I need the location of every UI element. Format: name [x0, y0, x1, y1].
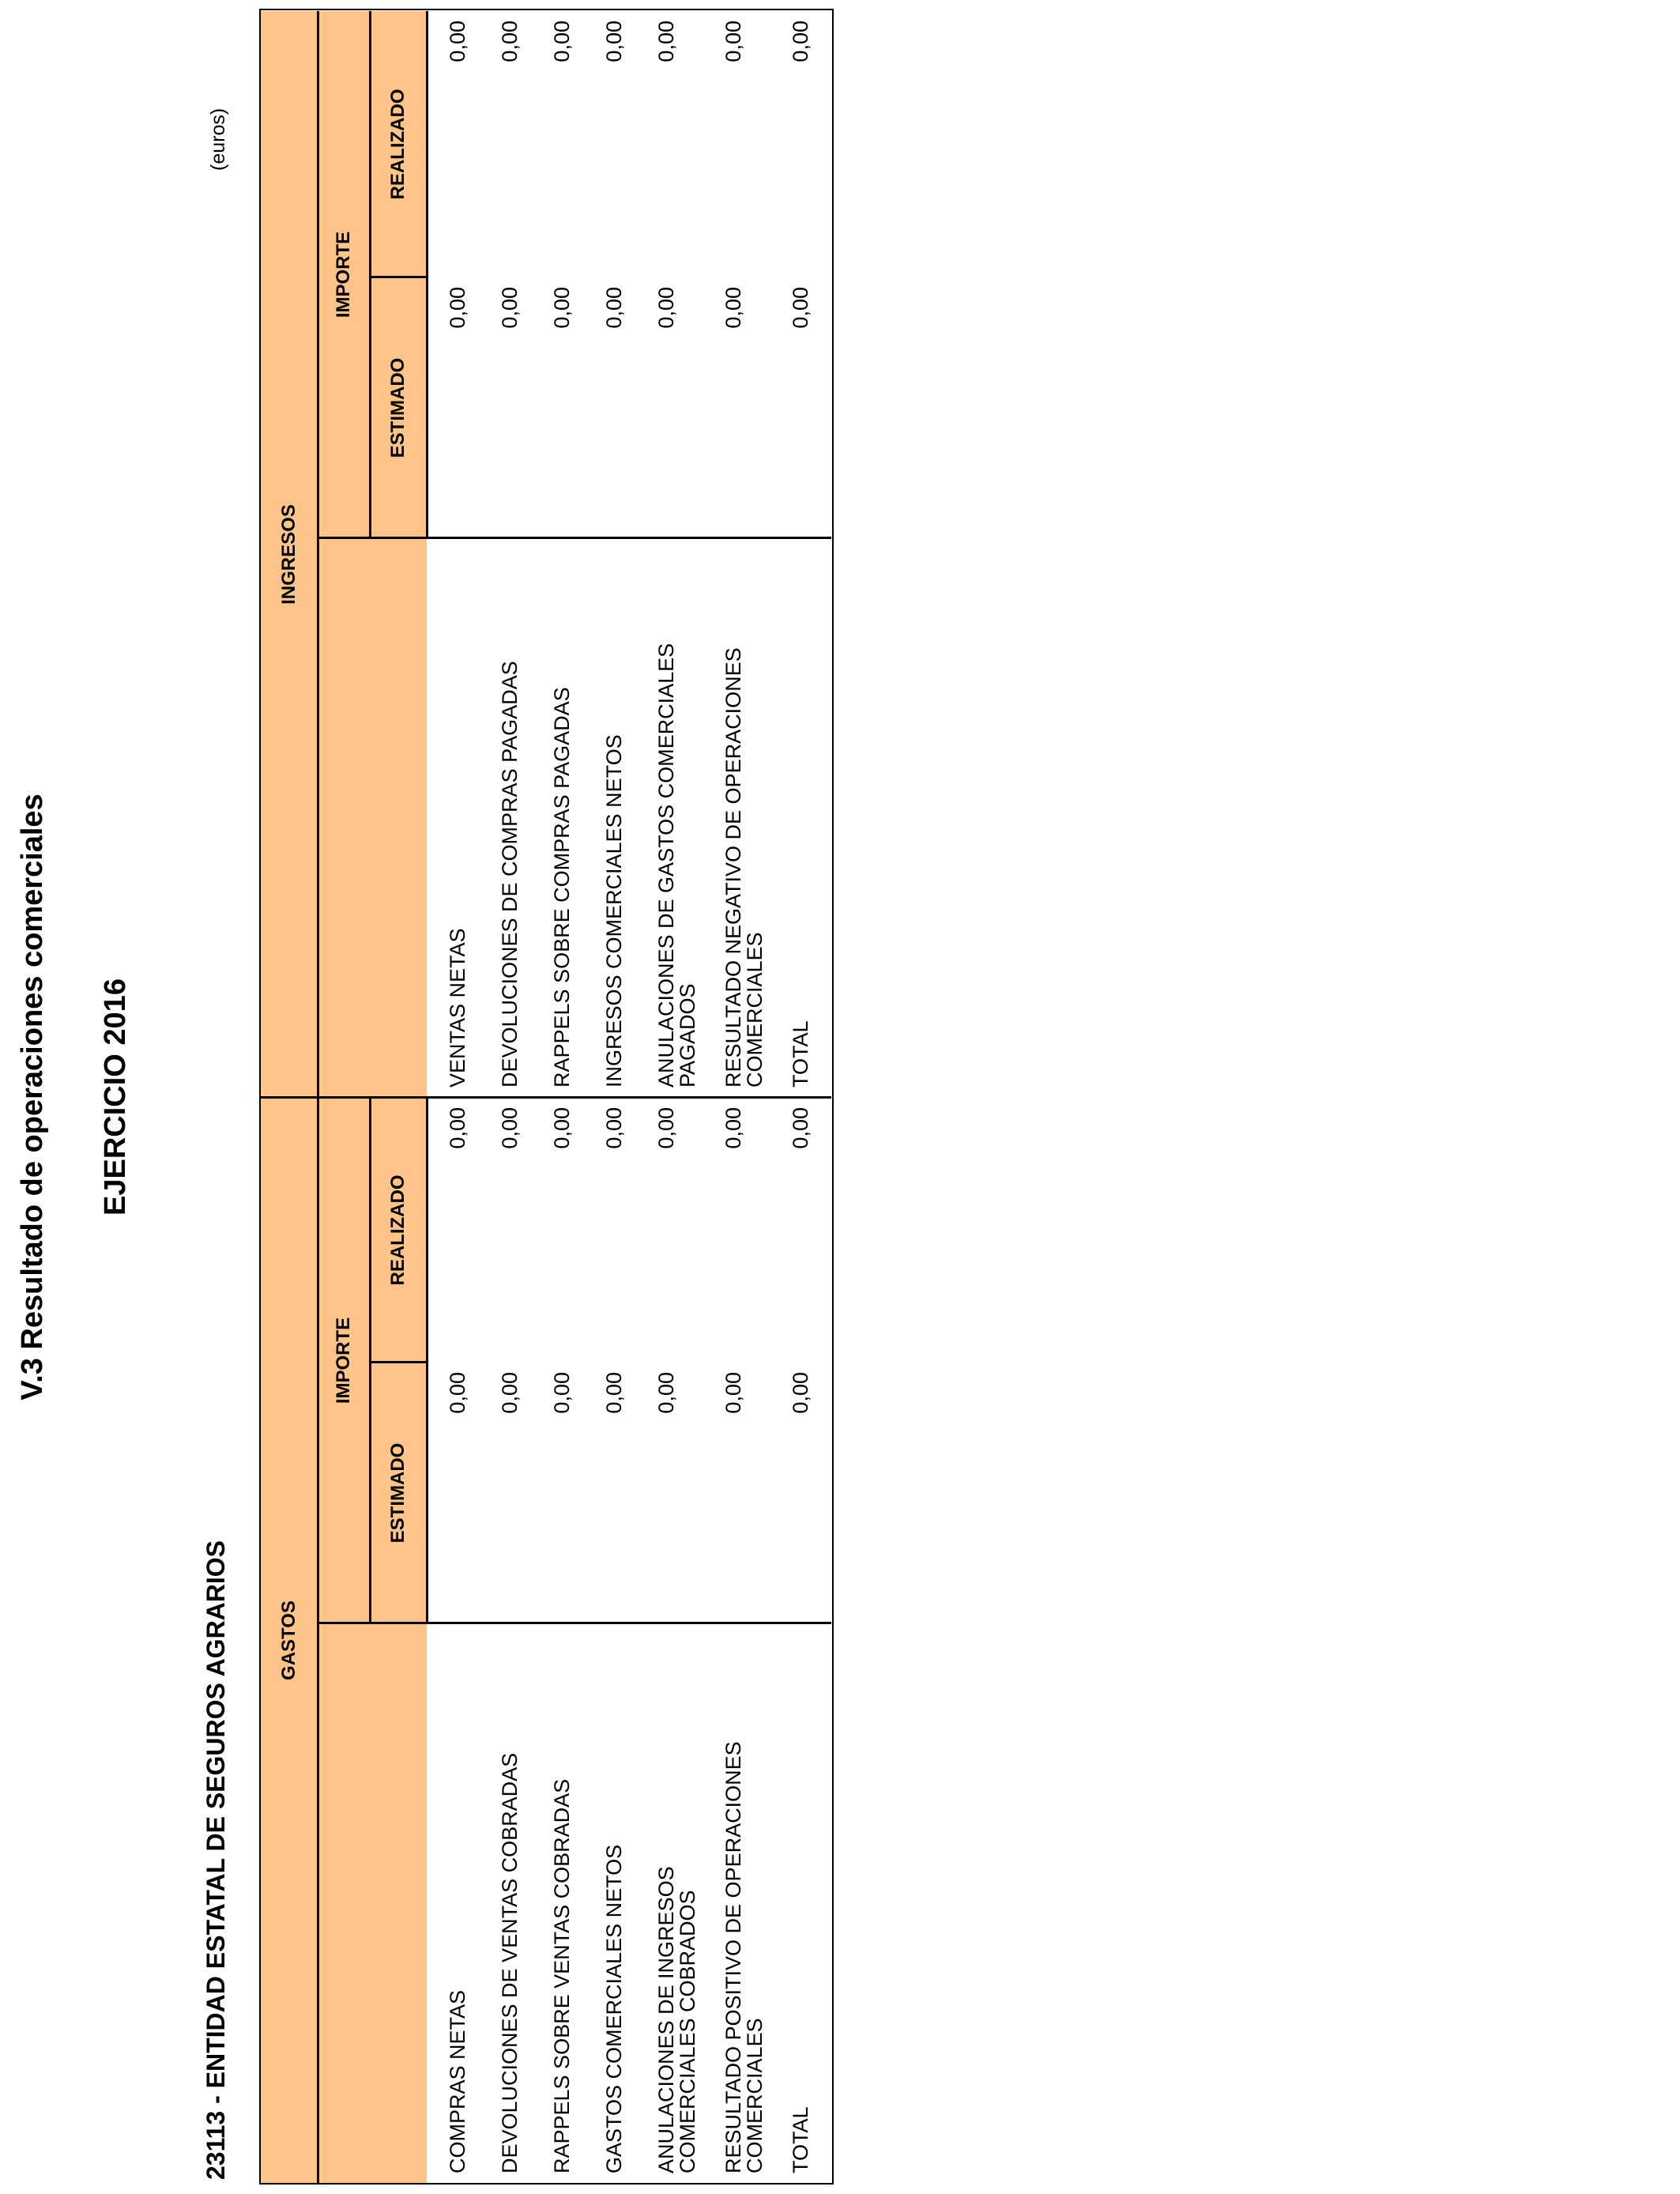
ingresos-header: INGRESOS: [261, 11, 318, 1098]
rule: [426, 11, 428, 538]
entity-name: 23113 - ENTIDAD ESTATAL DE SEGUROS AGRARIOS: [202, 1540, 230, 2180]
ingresos-concept-blank: [318, 538, 427, 1098]
operations-table: [259, 9, 834, 2185]
gastos-row-estimado: 0,00: [550, 1372, 574, 1414]
gastos-row-label: RESULTADO POSITIVO DE OPERACIONES COMERCIALES: [721, 1741, 767, 2173]
ingresos-row-label: ANULACIONES DE GASTOS COMERCIALES PAGADOS: [654, 643, 699, 1088]
gastos-concept-blank: [318, 1623, 427, 2183]
gastos-row-estimado: 0,00: [602, 1372, 626, 1414]
ingresos-estimado-header: ESTIMADO: [370, 277, 427, 538]
rule: [318, 537, 831, 540]
ingresos-total-label: TOTAL: [789, 1020, 812, 1088]
exercise-year: EJERCICIO 2016: [99, 978, 132, 1216]
ingresos-row-estimado: 0,00: [602, 287, 626, 329]
gastos-estimado-header: ESTIMADO: [370, 1363, 427, 1623]
gastos-row-estimado: 0,00: [721, 1372, 745, 1414]
gastos-row-realizado: 0,00: [550, 1107, 574, 1149]
gastos-row-estimado: 0,00: [654, 1372, 678, 1414]
rule: [261, 1097, 831, 1099]
gastos-row-estimado: 0,00: [446, 1372, 469, 1414]
rule: [426, 1098, 428, 1623]
ingresos-row-estimado: 0,00: [550, 287, 574, 329]
ingresos-row-realizado: 0,00: [446, 21, 469, 62]
rule: [318, 1623, 831, 1625]
ingresos-row-estimado: 0,00: [654, 287, 678, 329]
gastos-total-estimado: 0,00: [789, 1372, 812, 1414]
ingresos-importe-header: IMPORTE: [318, 11, 370, 538]
ingresos-row-realizado: 0,00: [602, 21, 626, 62]
ingresos-row-label: DEVOLUCIONES DE COMPRAS PAGADAS: [498, 661, 522, 1088]
gastos-row-label: COMPRAS NETAS: [446, 1989, 469, 2173]
currency-units: (euros): [207, 107, 229, 171]
rule: [369, 11, 371, 538]
ingresos-row-realizado: 0,00: [498, 21, 522, 62]
ingresos-row-label: INGRESOS COMERCIALES NETOS: [602, 734, 626, 1088]
gastos-total-realizado: 0,00: [789, 1107, 812, 1149]
gastos-row-realizado: 0,00: [446, 1107, 469, 1149]
ingresos-row-realizado: 0,00: [721, 21, 745, 62]
ingresos-realizado-header: REALIZADO: [370, 11, 427, 277]
ingresos-row-realizado: 0,00: [550, 21, 574, 62]
ingresos-row-estimado: 0,00: [498, 287, 522, 329]
ingresos-total-realizado: 0,00: [789, 21, 812, 62]
gastos-row-realizado: 0,00: [654, 1107, 678, 1149]
rule: [369, 1098, 371, 1623]
gastos-row-label: DEVOLUCIONES DE VENTAS COBRADAS: [498, 1752, 522, 2173]
gastos-row-realizado: 0,00: [721, 1107, 745, 1149]
rule: [370, 1362, 427, 1364]
gastos-row-realizado: 0,00: [498, 1107, 522, 1149]
gastos-row-label: GASTOS COMERCIALES NETOS: [602, 1844, 626, 2173]
gastos-row-label: RAPPELS SOBRE VENTAS COBRADAS: [550, 1778, 574, 2173]
gastos-realizado-header: REALIZADO: [370, 1098, 427, 1363]
ingresos-row-realizado: 0,00: [654, 21, 678, 62]
ingresos-row-estimado: 0,00: [446, 287, 469, 329]
ingresos-row-label: RAPPELS SOBRE COMPRAS PAGADAS: [550, 687, 574, 1088]
ingresos-row-label: RESULTADO NEGATIVO DE OPERACIONES COMERCIALES: [721, 647, 767, 1088]
gastos-importe-header: IMPORTE: [318, 1098, 370, 1623]
gastos-row-estimado: 0,00: [498, 1372, 522, 1414]
report-title: V.3 Resultado de operaciones comerciales: [16, 794, 49, 1400]
gastos-header: GASTOS: [261, 1098, 318, 2183]
rule: [370, 277, 427, 279]
ingresos-row-label: VENTAS NETAS: [446, 928, 469, 1088]
ingresos-row-estimado: 0,00: [721, 287, 745, 329]
ingresos-total-estimado: 0,00: [789, 287, 812, 329]
gastos-row-label: ANULACIONES DE INGRESOS COMERCIALES COBRADOS: [654, 1866, 699, 2173]
gastos-row-realizado: 0,00: [602, 1107, 626, 1149]
gastos-total-label: TOTAL: [789, 2106, 812, 2173]
